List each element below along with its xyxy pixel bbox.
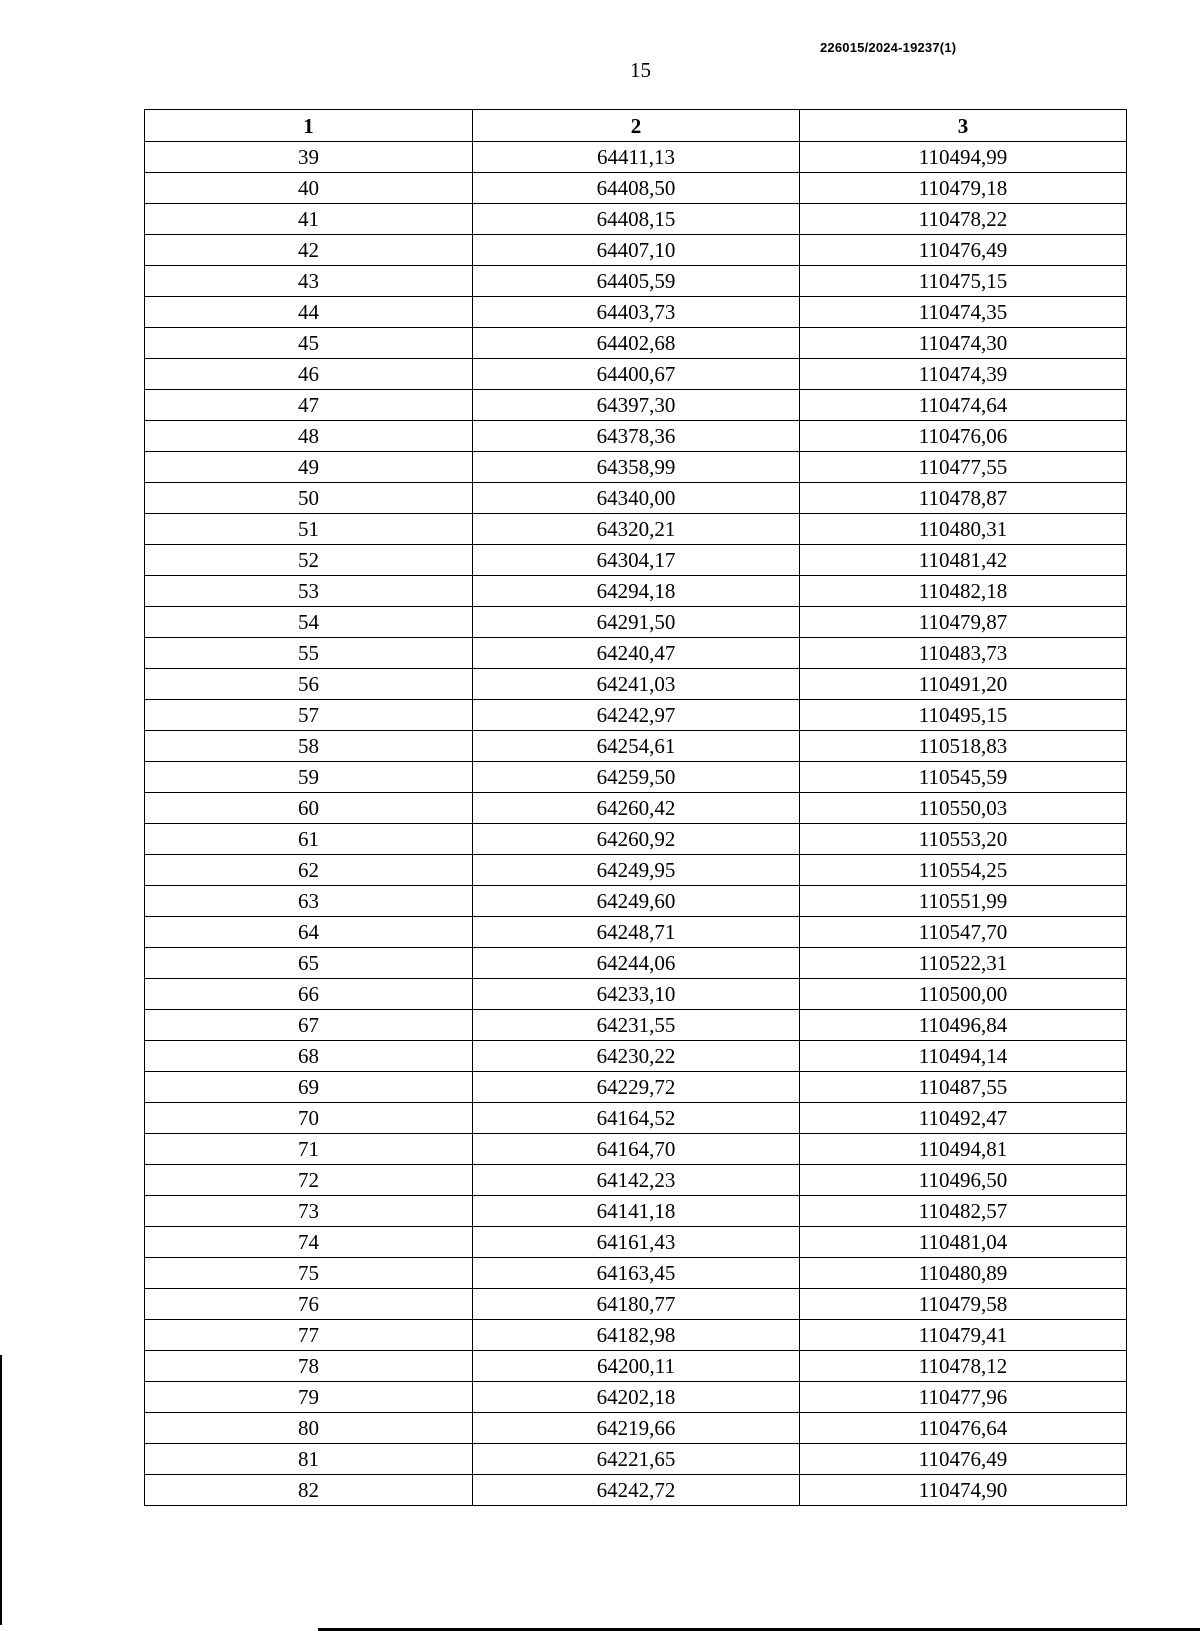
point-number-cell: 81 [145, 1444, 473, 1475]
x-coordinate-cell: 64233,10 [473, 979, 800, 1010]
table-row [145, 793, 1127, 824]
scan-edge-left [0, 1355, 2, 1625]
y-coordinate-cell: 110474,64 [800, 390, 1127, 421]
table-row [145, 1382, 1127, 1413]
table-row [145, 1165, 1127, 1196]
table-row [145, 855, 1127, 886]
point-number-cell: 73 [145, 1196, 473, 1227]
point-number-cell: 82 [145, 1475, 473, 1506]
point-number-cell: 61 [145, 824, 473, 855]
point-number-cell: 71 [145, 1134, 473, 1165]
column-header-3: 3 [800, 110, 1127, 142]
y-coordinate-cell: 110476,49 [800, 235, 1127, 266]
x-coordinate-cell: 64230,22 [473, 1041, 800, 1072]
x-coordinate-cell: 64358,99 [473, 452, 800, 483]
point-number-cell: 43 [145, 266, 473, 297]
y-coordinate-cell: 110545,59 [800, 762, 1127, 793]
table-row [145, 1444, 1127, 1475]
point-number-cell: 69 [145, 1072, 473, 1103]
x-coordinate-cell: 64163,45 [473, 1258, 800, 1289]
x-coordinate-cell: 64405,59 [473, 266, 800, 297]
table-row [145, 576, 1127, 607]
x-coordinate-cell: 64180,77 [473, 1289, 800, 1320]
point-number-cell: 57 [145, 700, 473, 731]
point-number-cell: 48 [145, 421, 473, 452]
table-row [145, 1320, 1127, 1351]
y-coordinate-cell: 110480,31 [800, 514, 1127, 545]
y-coordinate-cell: 110479,58 [800, 1289, 1127, 1320]
x-coordinate-cell: 64242,97 [473, 700, 800, 731]
table-row [145, 607, 1127, 638]
x-coordinate-cell: 64141,18 [473, 1196, 800, 1227]
x-coordinate-cell: 64411,13 [473, 142, 800, 173]
point-number-cell: 41 [145, 204, 473, 235]
x-coordinate-cell: 64200,11 [473, 1351, 800, 1382]
table-row [145, 390, 1127, 421]
table-row [145, 142, 1127, 173]
y-coordinate-cell: 110475,15 [800, 266, 1127, 297]
table-row [145, 1227, 1127, 1258]
x-coordinate-cell: 64402,68 [473, 328, 800, 359]
y-coordinate-cell: 110477,96 [800, 1382, 1127, 1413]
y-coordinate-cell: 110547,70 [800, 917, 1127, 948]
y-coordinate-cell: 110491,20 [800, 669, 1127, 700]
point-number-cell: 56 [145, 669, 473, 700]
y-coordinate-cell: 110551,99 [800, 886, 1127, 917]
table-row [145, 1010, 1127, 1041]
y-coordinate-cell: 110487,55 [800, 1072, 1127, 1103]
x-coordinate-cell: 64241,03 [473, 669, 800, 700]
point-number-cell: 50 [145, 483, 473, 514]
y-coordinate-cell: 110481,42 [800, 545, 1127, 576]
point-number-cell: 54 [145, 607, 473, 638]
x-coordinate-cell: 64320,21 [473, 514, 800, 545]
table-row [145, 669, 1127, 700]
x-coordinate-cell: 64229,72 [473, 1072, 800, 1103]
point-number-cell: 63 [145, 886, 473, 917]
point-number-cell: 65 [145, 948, 473, 979]
x-coordinate-cell: 64291,50 [473, 607, 800, 638]
x-coordinate-cell: 64408,15 [473, 204, 800, 235]
table-row [145, 1475, 1127, 1506]
x-coordinate-cell: 64161,43 [473, 1227, 800, 1258]
x-coordinate-cell: 64249,95 [473, 855, 800, 886]
x-coordinate-cell: 64242,72 [473, 1475, 800, 1506]
table-row [145, 1196, 1127, 1227]
x-coordinate-cell: 64400,67 [473, 359, 800, 390]
y-coordinate-cell: 110474,39 [800, 359, 1127, 390]
y-coordinate-cell: 110500,00 [800, 979, 1127, 1010]
y-coordinate-cell: 110479,41 [800, 1320, 1127, 1351]
table-row [145, 824, 1127, 855]
table-row [145, 1351, 1127, 1382]
table-row [145, 731, 1127, 762]
x-coordinate-cell: 64407,10 [473, 235, 800, 266]
table-row [145, 173, 1127, 204]
column-header-2: 2 [473, 110, 800, 142]
y-coordinate-cell: 110474,35 [800, 297, 1127, 328]
point-number-cell: 44 [145, 297, 473, 328]
x-coordinate-cell: 64294,18 [473, 576, 800, 607]
y-coordinate-cell: 110496,84 [800, 1010, 1127, 1041]
point-number-cell: 79 [145, 1382, 473, 1413]
y-coordinate-cell: 110482,57 [800, 1196, 1127, 1227]
point-number-cell: 66 [145, 979, 473, 1010]
y-coordinate-cell: 110496,50 [800, 1165, 1127, 1196]
y-coordinate-cell: 110479,87 [800, 607, 1127, 638]
y-coordinate-cell: 110494,99 [800, 142, 1127, 173]
x-coordinate-cell: 64182,98 [473, 1320, 800, 1351]
table-row [145, 886, 1127, 917]
x-coordinate-cell: 64219,66 [473, 1413, 800, 1444]
x-coordinate-cell: 64408,50 [473, 173, 800, 204]
table-row [145, 297, 1127, 328]
x-coordinate-cell: 64142,23 [473, 1165, 800, 1196]
y-coordinate-cell: 110476,64 [800, 1413, 1127, 1444]
y-coordinate-cell: 110480,89 [800, 1258, 1127, 1289]
table-row [145, 1072, 1127, 1103]
table-row [145, 266, 1127, 297]
y-coordinate-cell: 110495,15 [800, 700, 1127, 731]
table-row [145, 948, 1127, 979]
table-row [145, 483, 1127, 514]
y-coordinate-cell: 110474,90 [800, 1475, 1127, 1506]
point-number-cell: 60 [145, 793, 473, 824]
point-number-cell: 78 [145, 1351, 473, 1382]
point-number-cell: 55 [145, 638, 473, 669]
point-number-cell: 72 [145, 1165, 473, 1196]
x-coordinate-cell: 64202,18 [473, 1382, 800, 1413]
x-coordinate-cell: 64240,47 [473, 638, 800, 669]
x-coordinate-cell: 64164,52 [473, 1103, 800, 1134]
table-row [145, 638, 1127, 669]
table-row [145, 1134, 1127, 1165]
x-coordinate-cell: 64244,06 [473, 948, 800, 979]
point-number-cell: 47 [145, 390, 473, 421]
y-coordinate-cell: 110494,81 [800, 1134, 1127, 1165]
y-coordinate-cell: 110478,87 [800, 483, 1127, 514]
y-coordinate-cell: 110483,73 [800, 638, 1127, 669]
y-coordinate-cell: 110518,83 [800, 731, 1127, 762]
y-coordinate-cell: 110477,55 [800, 452, 1127, 483]
document-id: 226015/2024-19237(1) [820, 40, 957, 55]
table-row [145, 1103, 1127, 1134]
point-number-cell: 67 [145, 1010, 473, 1041]
y-coordinate-cell: 110479,18 [800, 173, 1127, 204]
table-row [145, 1289, 1127, 1320]
y-coordinate-cell: 110481,04 [800, 1227, 1127, 1258]
point-number-cell: 53 [145, 576, 473, 607]
table-body [145, 142, 1127, 1506]
point-number-cell: 58 [145, 731, 473, 762]
y-coordinate-cell: 110553,20 [800, 824, 1127, 855]
x-coordinate-cell: 64249,60 [473, 886, 800, 917]
point-number-cell: 40 [145, 173, 473, 204]
column-header-1: 1 [145, 110, 473, 142]
point-number-cell: 59 [145, 762, 473, 793]
point-number-cell: 75 [145, 1258, 473, 1289]
point-number-cell: 77 [145, 1320, 473, 1351]
x-coordinate-cell: 64403,73 [473, 297, 800, 328]
point-number-cell: 52 [145, 545, 473, 576]
point-number-cell: 49 [145, 452, 473, 483]
point-number-cell: 74 [145, 1227, 473, 1258]
table-row [145, 421, 1127, 452]
table-row [145, 1258, 1127, 1289]
y-coordinate-cell: 110476,49 [800, 1444, 1127, 1475]
point-number-cell: 46 [145, 359, 473, 390]
point-number-cell: 62 [145, 855, 473, 886]
table-row [145, 917, 1127, 948]
table-header-row [145, 110, 1127, 142]
table-row [145, 545, 1127, 576]
table-row [145, 762, 1127, 793]
table-row [145, 1413, 1127, 1444]
point-number-cell: 70 [145, 1103, 473, 1134]
x-coordinate-cell: 64231,55 [473, 1010, 800, 1041]
y-coordinate-cell: 110492,47 [800, 1103, 1127, 1134]
x-coordinate-cell: 64397,30 [473, 390, 800, 421]
x-coordinate-cell: 64340,00 [473, 483, 800, 514]
y-coordinate-cell: 110550,03 [800, 793, 1127, 824]
x-coordinate-cell: 64260,92 [473, 824, 800, 855]
y-coordinate-cell: 110522,31 [800, 948, 1127, 979]
table-row [145, 328, 1127, 359]
point-number-cell: 76 [145, 1289, 473, 1320]
x-coordinate-cell: 64259,50 [473, 762, 800, 793]
table-row [145, 359, 1127, 390]
point-number-cell: 42 [145, 235, 473, 266]
table-row [145, 235, 1127, 266]
y-coordinate-cell: 110494,14 [800, 1041, 1127, 1072]
point-number-cell: 51 [145, 514, 473, 545]
y-coordinate-cell: 110478,22 [800, 204, 1127, 235]
point-number-cell: 39 [145, 142, 473, 173]
page-number: 15 [630, 58, 651, 82]
table-row [145, 514, 1127, 545]
x-coordinate-cell: 64248,71 [473, 917, 800, 948]
x-coordinate-cell: 64378,36 [473, 421, 800, 452]
point-number-cell: 80 [145, 1413, 473, 1444]
table-row [145, 979, 1127, 1010]
table-row [145, 1041, 1127, 1072]
y-coordinate-cell: 110478,12 [800, 1351, 1127, 1382]
point-number-cell: 68 [145, 1041, 473, 1072]
coordinates-table [144, 109, 1127, 1506]
x-coordinate-cell: 64164,70 [473, 1134, 800, 1165]
point-number-cell: 64 [145, 917, 473, 948]
y-coordinate-cell: 110554,25 [800, 855, 1127, 886]
x-coordinate-cell: 64221,65 [473, 1444, 800, 1475]
y-coordinate-cell: 110482,18 [800, 576, 1127, 607]
x-coordinate-cell: 64304,17 [473, 545, 800, 576]
table-row [145, 700, 1127, 731]
y-coordinate-cell: 110476,06 [800, 421, 1127, 452]
x-coordinate-cell: 64260,42 [473, 793, 800, 824]
y-coordinate-cell: 110474,30 [800, 328, 1127, 359]
point-number-cell: 45 [145, 328, 473, 359]
table-row [145, 452, 1127, 483]
x-coordinate-cell: 64254,61 [473, 731, 800, 762]
table-row [145, 204, 1127, 235]
